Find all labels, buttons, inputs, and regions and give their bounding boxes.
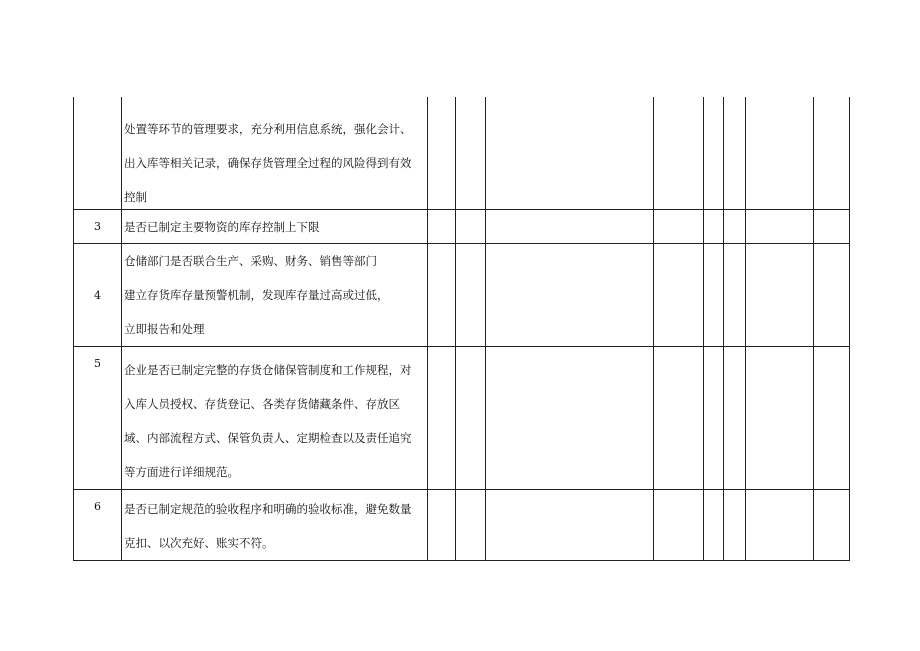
blank-cell <box>654 490 704 561</box>
item-number-cell <box>74 97 122 210</box>
item-number-cell: 6 <box>74 490 122 561</box>
blank-cell <box>724 347 746 490</box>
blank-cell <box>704 97 724 210</box>
blank-cell <box>486 97 654 210</box>
blank-cell <box>428 490 456 561</box>
content-line: 域、内部流程方式、保管负责人、定期检查以及责任追究 <box>124 431 412 445</box>
content-line: 等方面进行详细规范。 <box>124 465 239 479</box>
blank-cell <box>486 244 654 347</box>
blank-cell <box>814 347 850 490</box>
content-line: 克扣、以次充好、账实不符。 <box>124 536 274 550</box>
content-line: 立即报告和处理 <box>124 322 205 336</box>
blank-cell <box>704 347 724 490</box>
blank-cell <box>456 210 486 244</box>
item-content-cell <box>122 490 428 561</box>
blank-cell <box>486 347 654 490</box>
blank-cell <box>428 347 456 490</box>
table-row <box>74 244 850 347</box>
internal-control-checklist-table <box>73 97 850 561</box>
blank-cell <box>654 347 704 490</box>
blank-cell <box>724 97 746 210</box>
blank-cell <box>746 490 814 561</box>
blank-cell <box>654 97 704 210</box>
blank-cell <box>704 210 724 244</box>
blank-cell <box>724 244 746 347</box>
blank-cell <box>814 490 850 561</box>
blank-cell <box>814 210 850 244</box>
blank-cell <box>456 347 486 490</box>
blank-cell <box>428 244 456 347</box>
blank-cell <box>428 210 456 244</box>
blank-cell <box>486 490 654 561</box>
blank-cell <box>456 244 486 347</box>
blank-cell <box>654 244 704 347</box>
content-line: 企业是否已制定完整的存货仓储保管制度和工作规程，对 <box>124 363 412 377</box>
blank-cell <box>814 244 850 347</box>
content-line: 入库人员授权、存货登记、各类存货储藏条件、存放区 <box>124 397 400 411</box>
content-line: 是否已制定规范的验收程序和明确的验收标准，避免数量 <box>124 502 412 516</box>
item-content-cell <box>122 210 428 244</box>
content-line: 建立存货库存量预警机制，发现库存量过高或过低， <box>124 288 389 302</box>
blank-cell <box>486 210 654 244</box>
blank-cell <box>746 210 814 244</box>
blank-cell <box>814 97 850 210</box>
blank-cell <box>746 244 814 347</box>
item-number-cell: 4 <box>74 244 122 347</box>
item-content-cell <box>122 347 428 490</box>
item-content-cell <box>122 97 428 210</box>
table-row <box>74 97 850 210</box>
blank-cell <box>724 490 746 561</box>
item-content-cell <box>122 244 428 347</box>
blank-cell <box>704 244 724 347</box>
blank-cell <box>746 97 814 210</box>
content-line: 出入库等相关记录，确保存货管理全过程的风险得到有效 <box>124 156 412 170</box>
blank-cell <box>456 490 486 561</box>
blank-cell <box>724 210 746 244</box>
table-row <box>74 210 850 244</box>
content-line: 仓储部门是否联合生产、采购、财务、销售等部门 <box>124 254 377 268</box>
blank-cell <box>456 97 486 210</box>
blank-cell <box>654 210 704 244</box>
item-number-cell: 5 <box>74 347 122 490</box>
table-row <box>74 347 850 490</box>
table-row <box>74 490 850 561</box>
blank-cell <box>746 347 814 490</box>
item-number-cell: 3 <box>74 210 122 244</box>
blank-cell <box>704 490 724 561</box>
content-line: 处置等环节的管理要求，充分利用信息系统，强化会计、 <box>124 122 412 136</box>
blank-cell <box>428 97 456 210</box>
content-line: 是否已制定主要物资的库存控制上下限 <box>124 219 320 234</box>
content-line: 控制 <box>124 190 147 204</box>
